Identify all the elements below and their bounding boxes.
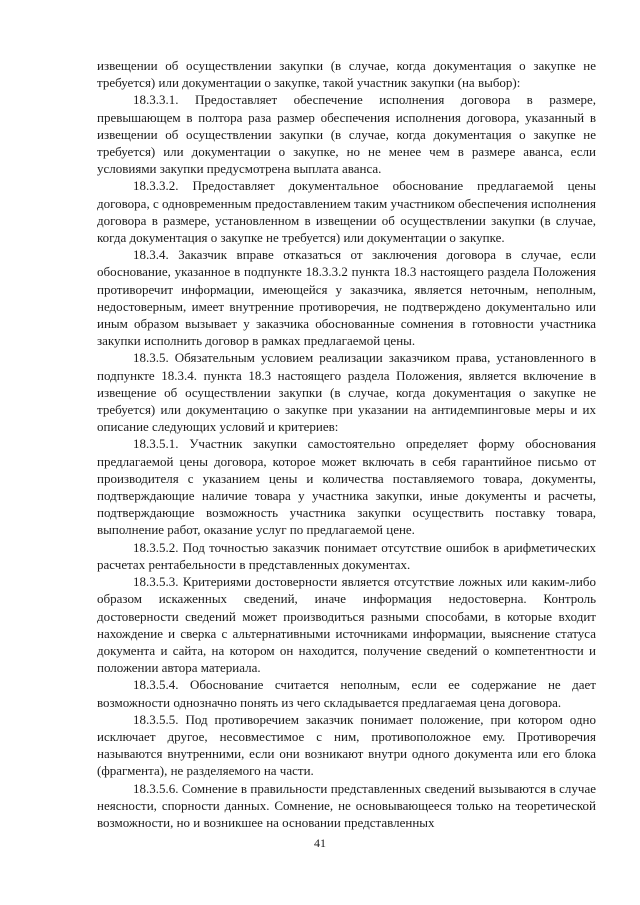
paragraph-continuation: извещении об осуществлении закупки (в случае, когда документация о закупке не требуется) или документации о закупке, такой участник закупки (на выбор): bbox=[97, 58, 596, 91]
paragraph-18-3-3-1: 18.3.3.1. Предоставляет обеспечение исполнения договора в размере, превышающем в полтора раза размер обеспечения исполнения договора, указанный в извещении об осуществлении закупки (в случае, когда документация о закупке не требуется) или документации о закупке, но не менее чем в размере аванса, если условиями закупки предусмотрена выплата аванса. bbox=[97, 92, 596, 177]
paragraph-18-3-5-6: 18.3.5.6. Сомнение в правильности представленных сведений вызываются в случае неясности, спорности данных. Сомнение, не основывающееся только на теоретической возможности, но и возникшее на основании представленных bbox=[97, 780, 596, 830]
paragraph-18-3-5: 18.3.5. Обязательным условием реализации заказчиком права, установленного в подпункте 18.3.4. пункта 18.3 настоящего раздела Положения, является включение в извещение об осуществлении закупки (в случае, когда документация о закупке не требуется) или документацию о закупке при указании на антидемпинговые меры и их описание следующих условий и критериев: bbox=[97, 350, 596, 435]
paragraph-18-3-5-5: 18.3.5.5. Под противоречием заказчик понимает положение, при котором одно исключает другое, несовместимое с ним, противоположное ему. Противоречия называются внутренними, если они возникают внутри одного документа или его блока (фрагмента), не разделяемого на части. bbox=[97, 711, 596, 779]
paragraph-18-3-4: 18.3.4. Заказчик вправе отказаться от заключения договора в случае, если обоснование, указанное в подпункте 18.3.3.2 пункта 18.3 настоящего раздела Положения противоречит информации, имеющейся у заказчика, является неточным, неполным, недостоверным, имеет внутренние противоречия, не подтверждено документально или иным образом вызывает у заказчика обоснованные сомнения в готовности участника закупки исполнить договор в рамках предлагаемой цены. bbox=[97, 247, 596, 349]
paragraph-18-3-5-4: 18.3.5.4. Обоснование считается неполным, если ее содержание не дает возможности однозначно понять из чего складывается предлагаемая цена договора. bbox=[97, 677, 596, 710]
paragraph-18-3-5-3: 18.3.5.3. Критериями достоверности является отсутствие ложных или каким-либо образом искаженных сведений, иначе информация недостоверна. Контроль достоверности сведений может производиться разными способами, в которые входит нахождение и сверка с альтернативными источниками информации, выяснение статуса документа и сайта, на котором он находится, получение сведений о компетентности и положении автора материала. bbox=[97, 574, 596, 676]
page-number: 41 bbox=[314, 836, 326, 850]
paragraph-18-3-5-1: 18.3.5.1. Участник закупки самостоятельно определяет форму обоснования предлагаемой цены договора, которое может включать в себя гарантийное письмо от производителя с указанием цены и количества поставляемого товара, документы, подтверждающие наличие товара у участника закупки, иные документы и расчеты, подтверждающие возможность участника закупки осуществить поставку товара, выполнение работ, оказание услуг по предлагаемой цене. bbox=[97, 436, 596, 538]
document-body bbox=[97, 57, 596, 831]
paragraph-18-3-3-2: 18.3.3.2. Предоставляет документальное обоснование предлагаемой цены договора, с одновременным предоставлением таким участником обеспечения исполнения договора в размере, установленном в извещении об осуществлении закупки (в случае, когда документация о закупке не требуется) или документации о закупке. bbox=[97, 178, 596, 246]
paragraph-18-3-5-2: 18.3.5.2. Под точностью заказчик понимает отсутствие ошибок в арифметических расчетах рентабельности в представленных документах. bbox=[97, 539, 596, 572]
